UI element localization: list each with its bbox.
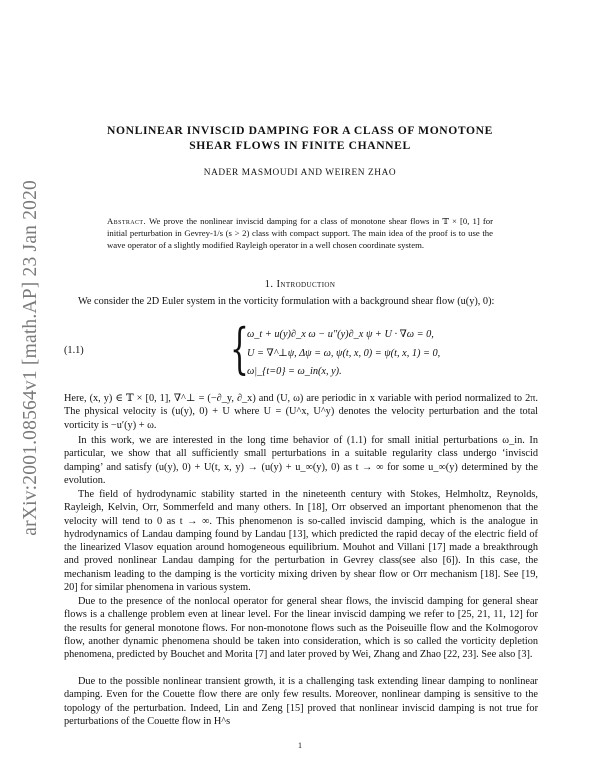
title-line-1: NONLINEAR INVISCID DAMPING FOR A CLASS OF MONOTONE [107, 124, 493, 137]
paragraph-5: Due to the possible nonlinear transient growth, it is a challenging task extending linear damping to nonlinear damping. Even for the Couette flow there are only few results. Moreover, nonlinear damping is sensitive to the topology of the perturbation. Indeed, Lin and Zeng [15] proved that nonlinear inviscid damping is not true for perturbations of the Couette flow in H^s [64, 676, 538, 727]
paragraph-3: The field of hydrodynamic stability started in the nineteenth century with Stokes, Helmholtz, Reynolds, Rayleigh, Kelvin, Orr, Sommerfeld and many others. In [18], Orr observed an important phenomenon that the velocity will tend to 0 as t → ∞. This phenomenon is so-called inviscid damping, which is the analogue in hydrodynamics of Landau damping found by Landau [13], which predicted the rapid decay of the electric field of the linearized Vlasov equation around homogeneous equilibrium. Mouhot and Villani [17] made a breakthrough and proved nonlinear Landau damping for the perturbation in Gevrey class(see also [6]). In this case, the mechanism leading to the damping is the vorticity mixing driven by shear flow or Orr mechanism [18]. See [19, 20] for similar phenomena in various system. [64, 489, 538, 594]
paper-title [80, 123, 520, 153]
abstract-text: We prove the nonlinear inviscid damping for a class of monotone shear flows in 𝕋 × [0, 1] for initial perturbation in Gevrey-1/s (s > 2) class with compact support. The main idea of the proof is to use the wave operator of a slightly modified Rayleigh operator in a well chosen coordinate system. [107, 216, 494, 251]
equation-1-1 [64, 317, 538, 380]
abstract-label: Abstract. [107, 216, 147, 226]
page-number: 1 [298, 741, 302, 750]
paragraph-4: Due to the presence of the nonlocal operator for general shear flows, the inviscid damping for general shear flows is a challenge problem even at linear level. For the linear inviscid damping we refer to [25, 21, 11, 12] for the results for general monotone flows. For non-monotone flows such as the Poiseuille flow and the Kolmogorov flow, another dynamic phenomena should be taken into consideration, which is so called the vorticity depletion phenomena, predicted by Bouchet and Morita [7] and later proved by Wei, Zhang and Zhao [22, 23]. See also [3]. [64, 596, 538, 661]
paragraph-2: In this work, we are interested in the long time behavior of (1.1) for small initial perturbations ω_in. In particular, we show that all sufficiently small perturbations in a suitable regularity class undergo ‘inviscid damping’ and satisfy (u(y), 0) + U(t, x, y) → (u(y) + u_∞(y), 0) as t → ∞ for some u_∞(y) determined by the evolution. [64, 435, 538, 486]
intro-paragraph: We consider the 2D Euler system in the vorticity formulation with a background shear flow (u(y), 0): [78, 296, 495, 307]
arxiv-side-label: arXiv:2001.08564v1 [math.AP] 23 Jan 2020 [20, 180, 41, 536]
paragraph-after-equation: Here, (x, y) ∈ 𝕋 × [0, 1], ∇^⊥ = (−∂_y, ∂_x) and (U, ω) are periodic in x variable with period normalized to 2π. The physical velocity is (u(y), 0) + U where U = (U^x, U^y) denotes the velocity perturbation and the total vorticity is −u′(y) + ω. [64, 393, 538, 431]
equation-brace: { [230, 317, 249, 380]
equation-line-1: ω_t + u(y)∂_x ω − u″(y)∂_x ψ + U · ∇ω = 0, [247, 329, 434, 340]
abstract [107, 215, 493, 252]
title-line-2: SHEAR FLOWS IN FINITE CHANNEL [189, 139, 411, 152]
section-heading: 1. Introduction [264, 279, 336, 290]
equation-line-2: U = ∇^⊥ψ, Δψ = ω, ψ(t, x, 0) = ψ(t, x, 1) = 0, [247, 348, 441, 359]
authors: NADER MASMOUDI AND WEIREN ZHAO [203, 168, 397, 178]
equation-number: (1.1) [64, 345, 84, 356]
equation-line-3: ω|_{t=0} = ω_in(x, y). [247, 366, 342, 377]
